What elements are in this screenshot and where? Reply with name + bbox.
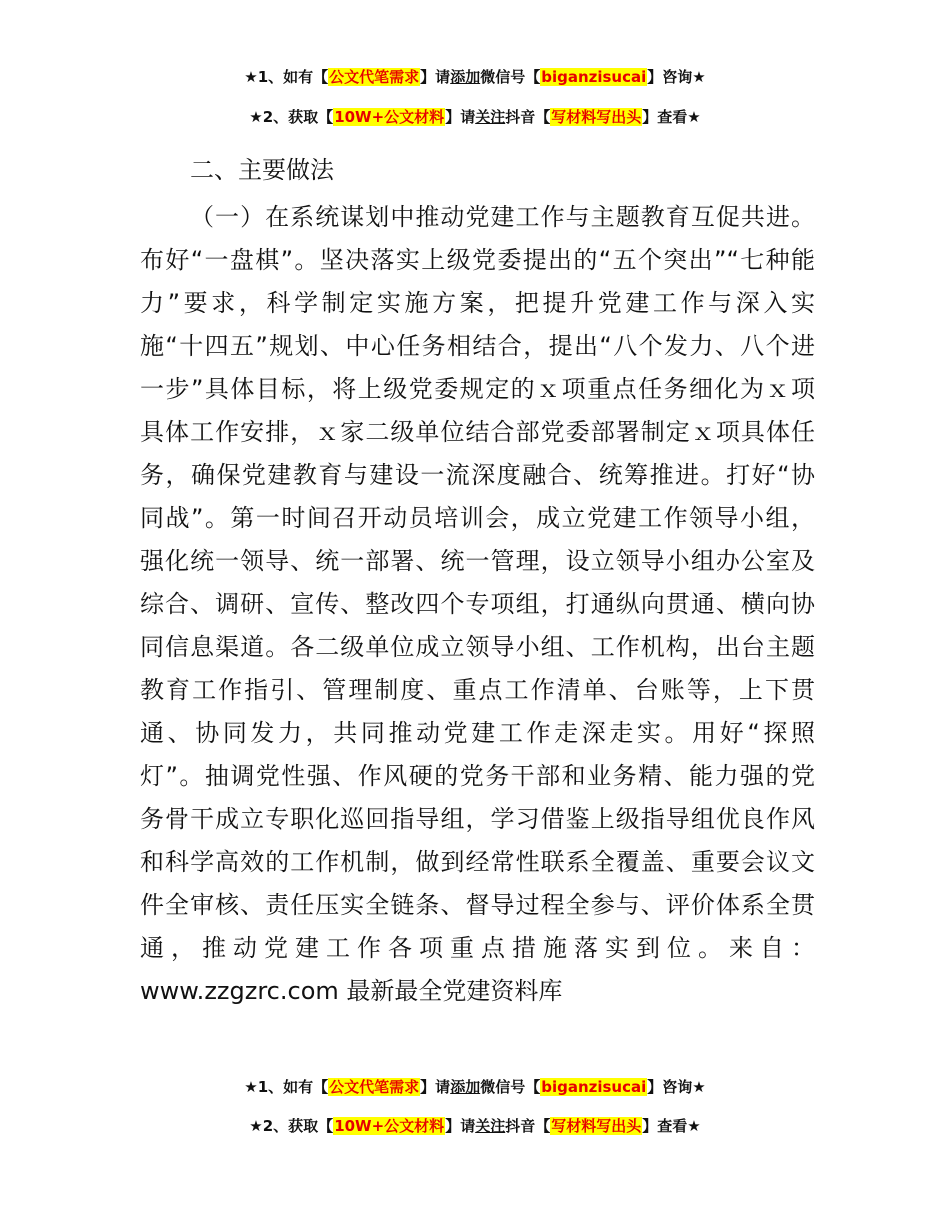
underlined-text: 添加 — [450, 68, 481, 86]
wechat-id-highlight: biganzisucai — [541, 1078, 647, 1096]
section-heading: 二、主要做法 — [190, 156, 334, 184]
banner-text: ★1、如有【 — [244, 1078, 329, 1096]
paragraph-line: 件全审核、责任压实全链条、督导过程全参与、评价体系全贯 — [140, 891, 815, 919]
banner-text: 抖音【 — [505, 1117, 551, 1135]
banner-text: 微信号【 — [480, 1078, 541, 1096]
paragraph-line: 强化统一领导、统一部署、统一管理，设立领导小组办公室及 — [140, 547, 815, 575]
paragraph-line: 和科学高效的工作机制，做到经常性联系全覆盖、重要会议文 — [140, 848, 815, 876]
paragraph-line: 务骨干成立专职化巡回指导组，学习借鉴上级指导组优良作风 — [140, 805, 815, 833]
banner-line-2 — [0, 1115, 950, 1137]
underlined-text: 关注 — [475, 1117, 506, 1135]
banner-text: 】请 — [445, 1117, 476, 1135]
banner-text: 】咨询★ — [647, 68, 706, 86]
banner-text: ★1、如有【 — [244, 68, 329, 86]
underlined-text: 关注 — [475, 108, 506, 126]
banner-text: 】查看★ — [642, 1117, 701, 1135]
banner-text: 】请 — [420, 68, 451, 86]
paragraph-line: 一步”具体目标，将上级党委规定的ｘ项重点任务细化为ｘ项 — [140, 375, 815, 403]
highlight-label: 10W+公文材料 — [334, 1117, 445, 1135]
paragraph-line: 施“十四五”规划、中心任务相结合，提出“八个发力、八个进 — [140, 332, 815, 360]
banner-line-2 — [0, 106, 950, 128]
paragraph-line: 具体工作安排，ｘ家二级单位结合部党委部署制定ｘ项具体任 — [140, 418, 815, 446]
banner-text: 】请 — [420, 1078, 451, 1096]
paragraph-line: 灯”。抽调党性强、作风硬的党务干部和业务精、能力强的党 — [140, 762, 815, 790]
douyin-id-highlight: 写材料写出头 — [551, 108, 642, 126]
paragraph-line: 通，推动党建工作各项重点措施落实到位。来自： — [140, 934, 815, 962]
paragraph-line: 布好“一盘棋”。坚决落实上级党委提出的“五个突出”“七种能 — [140, 246, 815, 274]
banner-text: 】查看★ — [642, 108, 701, 126]
banner-text: ★2、获取【 — [249, 1117, 334, 1135]
paragraph-line: 教育工作指引、管理制度、重点工作清单、台账等，上下贯 — [140, 676, 815, 704]
banner-text: 抖音【 — [505, 108, 551, 126]
paragraph-line: 同信息渠道。各二级单位成立领导小组、工作机构，出台主题 — [140, 633, 815, 661]
banner-line-1 — [0, 1076, 950, 1098]
paragraph-line: 力”要求，科学制定实施方案，把提升党建工作与深入实 — [140, 289, 815, 317]
paragraph-line: （一）在系统谋划中推动党建工作与主题教育互促共进。 — [190, 203, 815, 231]
underlined-text: 添加 — [450, 1078, 481, 1096]
highlight-label: 10W+公文材料 — [334, 108, 445, 126]
paragraph-line: 务，确保党建教育与建设一流深度融合、统筹推进。打好“协 — [140, 461, 815, 489]
highlight-label: 公文代笔需求 — [329, 1078, 420, 1096]
paragraph-line: 综合、调研、宣传、整改四个专项组，打通纵向贯通、横向协 — [140, 590, 815, 618]
body-paragraph — [140, 196, 815, 1013]
paragraph-line: 同战”。第一时间召开动员培训会，成立党建工作领导小组， — [140, 504, 815, 532]
highlight-label: 公文代笔需求 — [329, 68, 420, 86]
wechat-id-highlight: biganzisucai — [541, 68, 647, 86]
source-url-line: www.zzgzrc.com 最新最全党建资料库 — [140, 977, 563, 1005]
douyin-id-highlight: 写材料写出头 — [551, 1117, 642, 1135]
banner-text: 微信号【 — [480, 68, 541, 86]
banner-text: 】咨询★ — [647, 1078, 706, 1096]
banner-line-1 — [0, 66, 950, 88]
paragraph-line: 通、协同发力，共同推动党建工作走深走实。用好“探照 — [140, 719, 815, 747]
banner-text: 】请 — [445, 108, 476, 126]
banner-text: ★2、获取【 — [249, 108, 334, 126]
